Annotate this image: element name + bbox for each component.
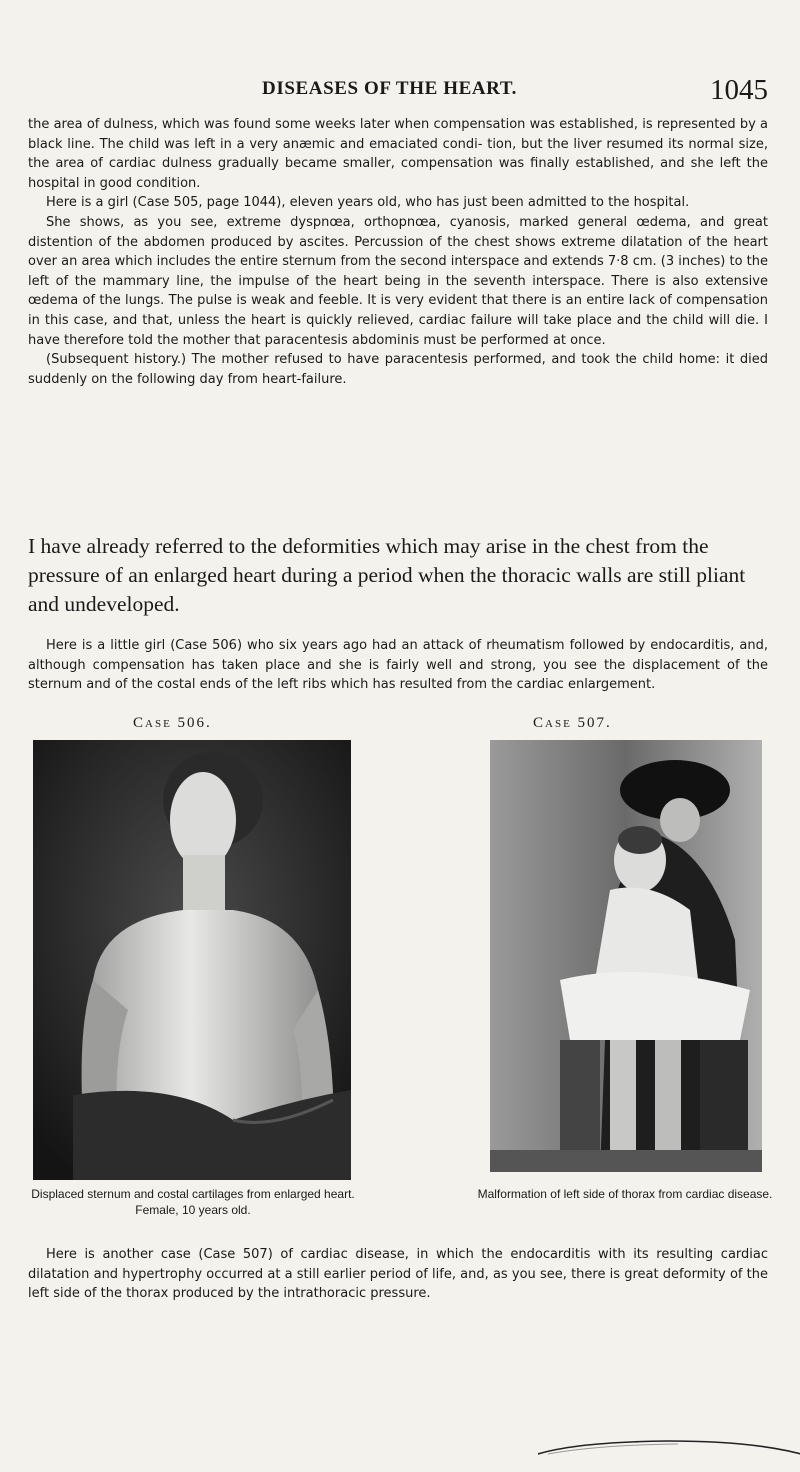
running-title: DISEASES OF THE HEART. bbox=[262, 78, 518, 99]
page-number: 1045 bbox=[710, 74, 768, 106]
case-507-text bbox=[28, 1245, 768, 1304]
paragraph: She shows, as you see, extreme dyspnœa, orthopnœa, cyanosis, marked general œdema, and great distention of the abdomen produced by ascites. Percussion of the chest shows extreme dilatation of the heart over an area which includes the entire sternum from the second interspace and extends 7·8 cm. (3 inches) to the left of the mammary line, the impulse of the heart being in the seventh interspace. There is also extensive œdema of the lungs. The pulse is weak and feeble. It is very evident that there is an entire lack of compensation in this case, and that, unless the heart is quickly relieved, cardiac failure will take place and the child will die. I have therefore told the mother that paracentesis abdominis must be performed at once. bbox=[28, 214, 768, 348]
large-type-paragraph: I have already referred to the deformities which may arise in the chest from the pressure of an enlarged heart during a period when the thoracic walls are still pliant and undeveloped. bbox=[28, 534, 746, 616]
decorative-rule bbox=[538, 1440, 800, 1458]
figure-title-case-506: Case 506. bbox=[133, 715, 212, 731]
figure-caption-case-507: Malformation of left side of thorax from cardiac disease. bbox=[477, 1187, 773, 1201]
paragraph: Here is another case (Case 507) of cardiac disease, in which the endocarditis with its resulting cardiac dilatation and hypertrophy occurred at a still earlier period of life, and, as you see, there is great deformity of the left side of the thorax produced by the intrathoracic pressure. bbox=[28, 1247, 768, 1302]
case-506-text bbox=[28, 636, 768, 695]
opening-text bbox=[28, 115, 768, 389]
paragraph: the area of dulness, which was found some weeks later when compensation was established, is represented by a black line. The child was left in a very anæmic and emaciated condi- tion, but the liver resumed its normal size, the area of cardiac dulness gradually became smaller, compensation was finally established, and she left the hospital in good condition. bbox=[28, 117, 768, 191]
figure-caption-case-506: Displaced sternum and costal cartilages from enlarged heart. Female, 10 years old. bbox=[31, 1187, 355, 1217]
case-507-photograph bbox=[490, 740, 762, 1172]
case-506-photograph bbox=[33, 740, 351, 1180]
paragraph: (Subsequent history.) The mother refused to have paracentesis performed, and took the child home: it died suddenly on the following day from heart-failure. bbox=[28, 352, 768, 387]
paragraph: Here is a little girl (Case 506) who six years ago had an attack of rheumatism followed by endocarditis, and, although compensation has taken place and she is fairly well and strong, you see the displacement of the sternum and of the costal ends of the left ribs which has resulted from the cardiac enlargement. bbox=[28, 638, 768, 693]
figure-title-case-507: Case 507. bbox=[533, 715, 612, 731]
page-header bbox=[262, 74, 768, 114]
paragraph: Here is a girl (Case 505, page 1044), eleven years old, who has just been admitted to the hospital. bbox=[46, 195, 690, 211]
